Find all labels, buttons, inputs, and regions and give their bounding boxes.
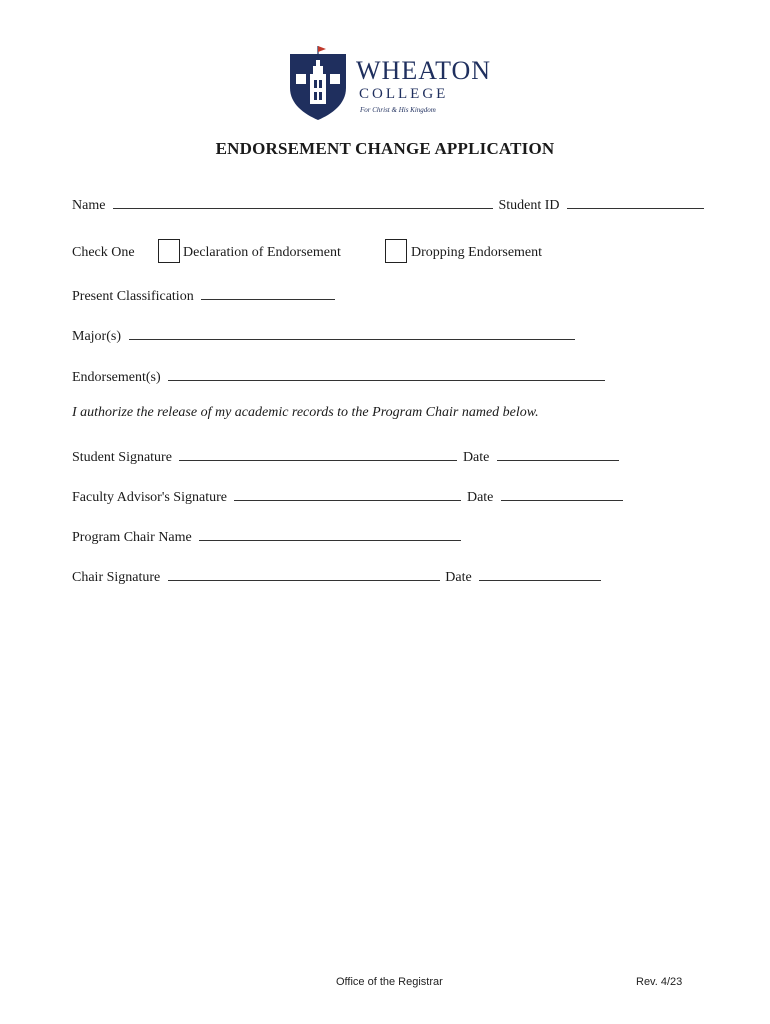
endorsements-label: Endorsement(s) [72,370,161,385]
wheaton-college-logo [286,44,516,120]
student-signature-label: Student Signature [72,450,172,465]
logo-wordmark-line1: WHEATON [356,56,492,85]
student-id-label: Student ID [498,198,560,213]
dropping-option-label: Dropping Endorsement [411,245,543,260]
program-chair-name-label: Program Chair Name [72,530,192,545]
faculty-signature-label: Faculty Advisor's Signature [72,490,227,505]
chair-date-label: Date [445,570,472,585]
student-id-field[interactable] [567,194,704,209]
chair-signature-row [72,566,601,586]
authorization-statement: I authorize the release of my academic records to the Program Chair named below. [72,405,539,420]
present-classification-field[interactable] [201,285,335,300]
present-classification-label: Present Classification [72,289,194,304]
chair-date-field[interactable] [479,566,601,581]
college-shield-icon [286,44,350,120]
majors-label: Major(s) [72,329,121,344]
program-chair-name-field[interactable] [199,526,461,541]
student-date-field[interactable] [497,446,619,461]
faculty-date-field[interactable] [501,486,623,501]
student-signature-row [72,446,619,466]
majors-row [72,325,575,345]
declaration-checkbox[interactable] [158,239,180,263]
logo-wordmark-line2: COLLEGE [359,86,449,102]
endorsements-row [72,366,605,386]
chair-signature-field[interactable] [168,566,440,581]
declaration-option-label: Declaration of Endorsement [183,245,341,260]
footer-office: Office of the Registrar [336,976,443,988]
program-chair-row [72,526,461,546]
footer-revision: Rev. 4/23 [636,976,683,988]
logo-motto: For Christ & His Kingdom [360,106,436,114]
name-field[interactable] [113,194,493,209]
student-date-label: Date [462,450,490,465]
present-classification-row [72,285,335,305]
student-signature-field[interactable] [179,446,457,461]
name-label: Name [72,198,106,213]
form-title: ENDORSEMENT CHANGE APPLICATION [215,139,555,158]
faculty-signature-field[interactable] [234,486,461,501]
faculty-date-label: Date [466,490,494,505]
check-one-label: Check One [72,245,135,260]
dropping-checkbox[interactable] [385,239,407,263]
faculty-signature-row [72,486,623,506]
chair-signature-label: Chair Signature [72,570,161,585]
majors-field[interactable] [129,325,575,340]
endorsements-field[interactable] [168,366,605,381]
name-row [72,194,704,214]
